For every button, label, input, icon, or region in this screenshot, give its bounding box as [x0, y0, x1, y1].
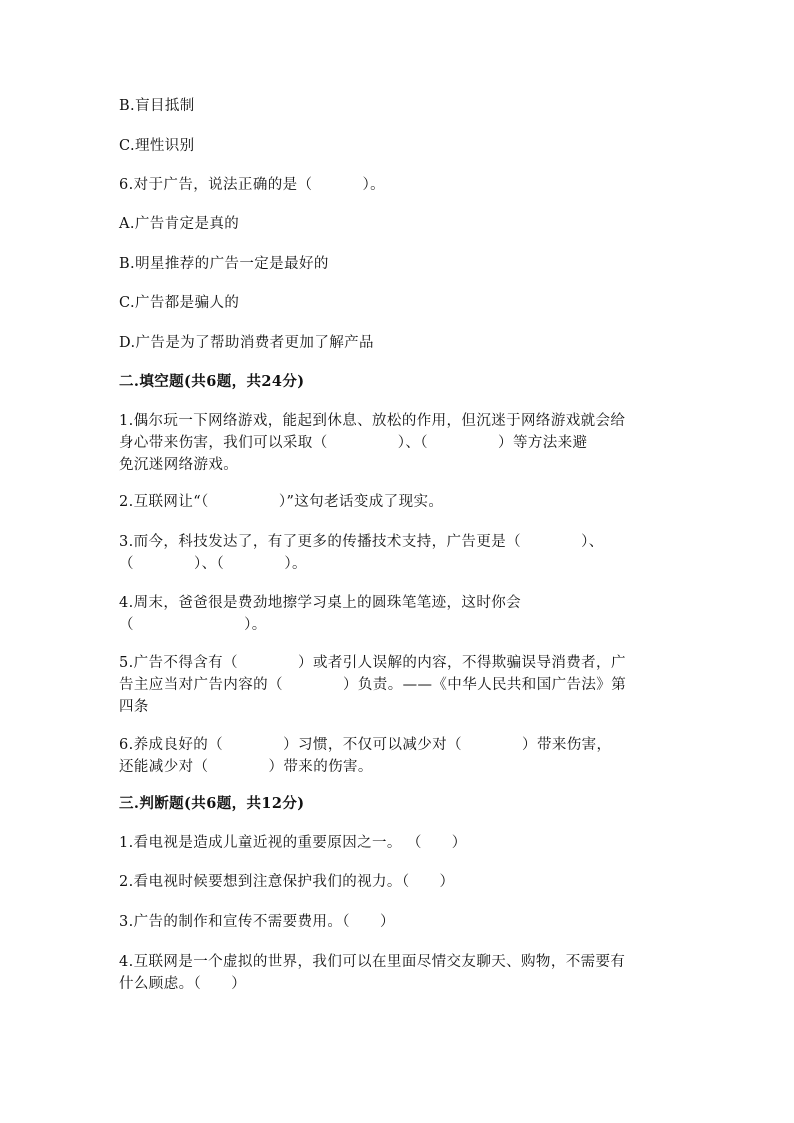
- judge-q4-line1: 4.互联网是一个虚拟的世界，我们可以在里面尽情交友聊天、购物，不需要有: [119, 954, 626, 970]
- fill-q2: 2.互联网让“（ ）”这句老话变成了现实。: [119, 494, 444, 510]
- fill-q5-line3: 四条: [119, 699, 149, 715]
- judge-q1: 1.看电视是造成儿童近视的重要原因之一。 （ ）: [119, 835, 467, 851]
- option-b: B.明星推荐的广告一定是最好的: [119, 256, 329, 272]
- fill-q6-line1: 6.养成良好的（ ）习惯，不仅可以减少对（ ）带来伤害，: [119, 737, 612, 753]
- fill-q1-line2: 身心带来伤害，我们可以采取（ ）、（ ）等方法来避: [119, 435, 588, 451]
- fill-q3-line2: （ ）、（ ）。: [119, 556, 307, 572]
- fill-q1-line1: 1.偶尔玩一下网络游戏，能起到休息、放松的作用，但沉迷于网络游戏就会给: [119, 413, 626, 429]
- fill-q5-line2: 告主应当对广告内容的（ ）负责。——《中华人民共和国广告法》第: [119, 677, 627, 693]
- judge-q3: 3.广告的制作和宣传不需要费用。（ ）: [119, 914, 395, 930]
- fill-q1-line3: 免沉迷网络游戏。: [119, 457, 239, 473]
- judge-q4-line2: 什么顾虑。（ ）: [119, 976, 247, 992]
- section-title-fill-in: 二.填空题(共6题，共24分): [119, 373, 305, 390]
- fill-q6-line2: 还能减少对（ ）带来的伤害。: [119, 759, 373, 775]
- judge-q2: 2.看电视时候要想到注意保护我们的视力。（ ）: [119, 874, 455, 890]
- option-b: B.盲目抵制: [119, 98, 195, 114]
- fill-q3-line1: 3.而今，科技发达了，有了更多的传播技术支持，广告更是（ ）、: [119, 534, 604, 550]
- fill-q4-line1: 4.周末，爸爸很是费劲地擦学习桌上的圆珠笔笔迹，这时你会: [119, 595, 522, 611]
- fill-q5-line1: 5.广告不得含有（ ）或者引人误解的内容，不得欺骗误导消费者，广: [119, 655, 626, 671]
- option-c: C.理性识别: [119, 138, 195, 154]
- option-c: C.广告都是骗人的: [119, 295, 240, 311]
- question-stem: 6.对于广告，说法正确的是（ ）。: [119, 177, 386, 193]
- fill-q4-line2: （ ）。: [119, 617, 267, 633]
- section-title-true-false: 三.判断题(共6题，共12分): [119, 795, 305, 812]
- option-a: A.广告肯定是真的: [119, 216, 240, 232]
- option-d: D.广告是为了帮助消费者更加了解产品: [119, 335, 374, 351]
